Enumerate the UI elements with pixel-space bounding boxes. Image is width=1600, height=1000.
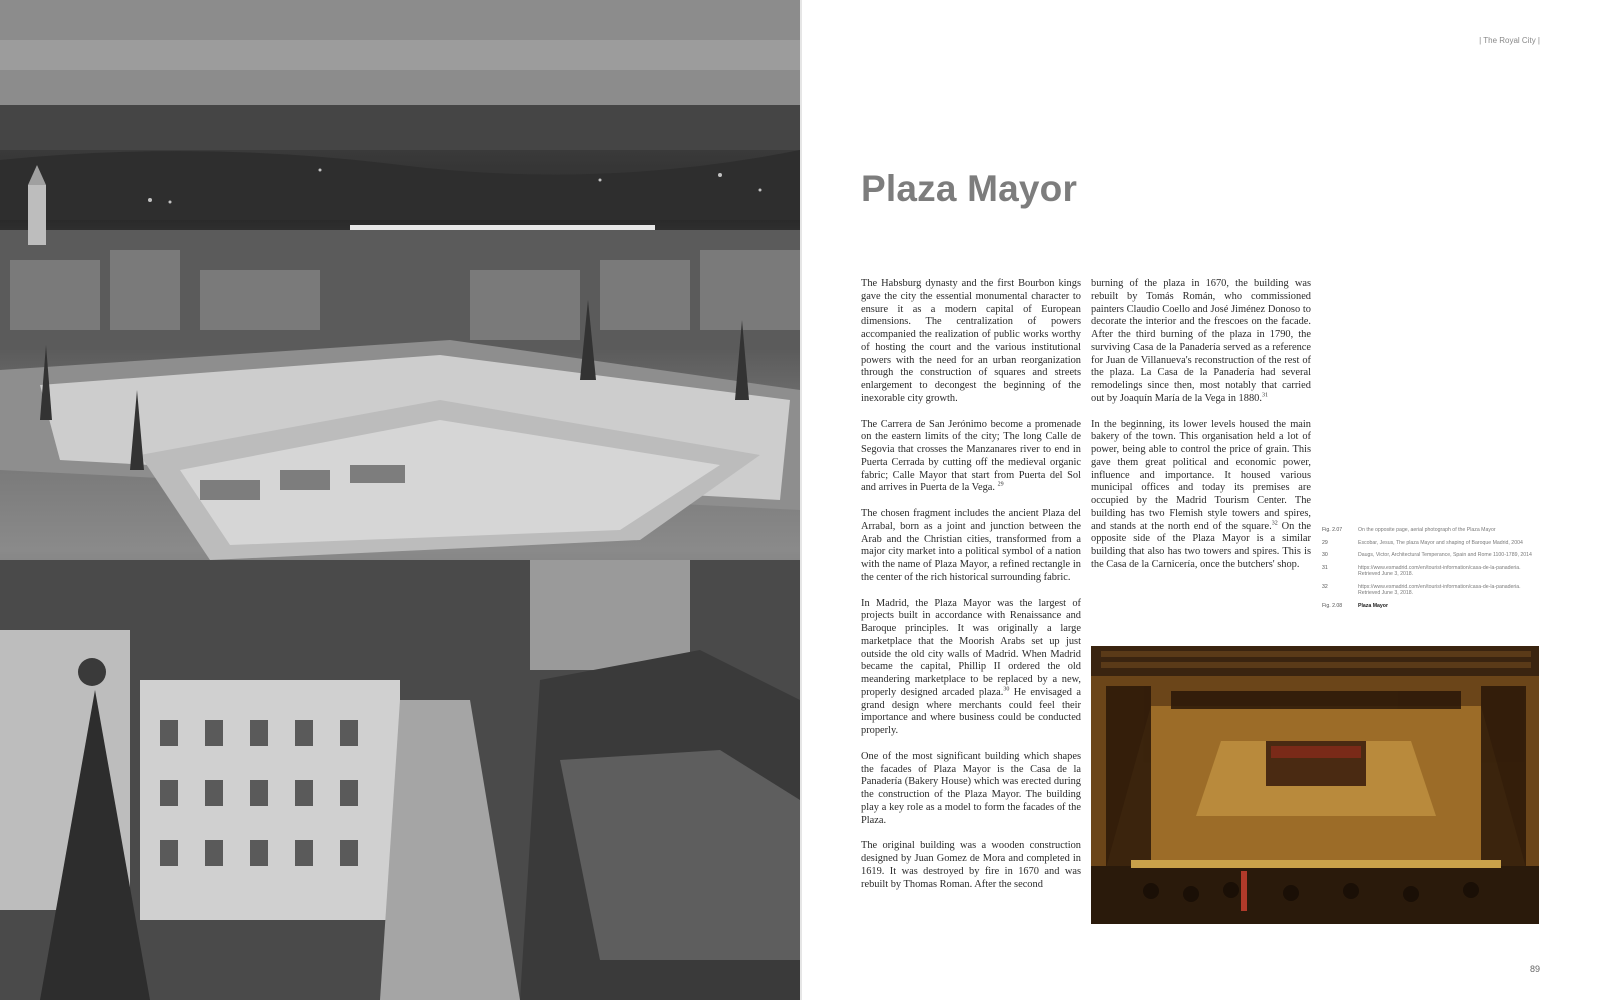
footnote-ref: 30 [1003, 686, 1010, 693]
page-title: Plaza Mayor [861, 168, 1078, 209]
footnote-ref: 31 [1261, 392, 1268, 399]
footnote: Fig. 2.07 On the opposite page, aerial photograph of the Plaza Mayor [1322, 527, 1496, 533]
footnote-ref: 32 [1271, 520, 1278, 527]
plaza-mayor-painting [1091, 646, 1539, 924]
page-number: 89 [1529, 964, 1540, 974]
painting-illustration [1091, 646, 1539, 924]
text-column-1 [861, 278, 1081, 904]
text-column-2 [1091, 278, 1311, 585]
footnote-ref: 29 [997, 481, 1004, 488]
paragraph: burning of the plaza in 1670, the building was rebuilt by Tomás Román, who commissioned painters Claudio Coello and José Jiménez Donoso to decorate the interior and the frescoes on the facade. After the third burning of the plaza in 1790, the surviving Casa de la Panadería served as a reference for Juan de Villanueva's reconstruction of the rest of the plaza. La Casa de la Panadería had several remodelings since then, most notably that carried out by Joaquín María de la Vega in 1880.31 [1091, 278, 1311, 404]
running-header: | The Royal City | [1479, 36, 1540, 45]
paragraph: In the beginning, its lower levels housed the main bakery of the town. This organisation held a lot of power, being able to control the price of grain. This gave them great political and economic power, influence and importance. It housed various municipal offices and today its premises are occupied by the Madrid Tourism Center. The building has two Flemish style towers and spires, and stands at the north end of the square.$^{32}$ On the opposite side of the Plaza Mayor is a similar building that also has two towers and spires. This is the Casa de la Carnicería, once the butchers' shop. [1091, 418, 1311, 570]
paragraph: The Habsburg dynasty and the first Bourbon kings gave the city the essential monumental character to ensure it as a modern capital of European dimensions. The centralization of powers accompanied the realization of public works worthy of hosting the court and the various institutional powers with the need for an urban reorganization through the construction of squares and streets enlargement to decongest the beginning of the inexorable city growth. [861, 278, 1081, 404]
paragraph: One of the most significant building which shapes the facades of Plaza Mayor is the Casa de la Panadería (Bakery House) which was erected during the construction of the Plaza Mayor. The building play a key role as a model to form the facades of the Plaza. [861, 750, 1081, 826]
page-gutter [800, 0, 802, 1000]
footnote: 31 https://www.esmadrid.com/en/tourist-information/casa-de-la-panaderia. Retrieved June 3, 2018. [1322, 564, 1521, 577]
figure-caption: Fig. 2.08 Plaza Mayor [1322, 602, 1388, 609]
footnotes [1322, 527, 1542, 615]
footnote: 32 https://www.esmadrid.com/en/tourist-information/casa-de-la-panaderia. Retrieved June 3, 2018. [1322, 583, 1521, 596]
paragraph: The Carrera de San Jerónimo become a promenade on the eastern limits of the city; The long Calle de Segovia that crosses the Manzanares river to end in Puerta Cerrada by cutting off the medieval organic fabric; Calle Mayor that start from Puerta del Sol and arrives in Puerta de la Vega. $^{29}$ [861, 418, 1081, 494]
footnote: 30 Daugs, Victor, Architectural Temperance, Spain and Rome 1100-1789, 2014 [1322, 552, 1532, 558]
footnote: 29 Escobar, Jesus, The plaza Mayor and shaping of Baroque Madrid, 2004 [1322, 539, 1523, 546]
paragraph: The original building was a wooden construction designed by Juan Gomez de Mora and completed in 1619. It was destroyed by fire in 1670 and was rebuilt by Thomas Roman. After the second [861, 840, 1081, 890]
paragraph: The chosen fragment includes the ancient Plaza del Arrabal, born as a joint and junction between the Arab and the Christian cities, transformed from a major city market into a political symbol of a nation with the name of Plaza Mayor, a refined rectangle in the center of the rich historical surrounding fabric. [861, 508, 1081, 583]
paragraph: In Madrid, the Plaza Mayor was the largest of projects built in accordance with Renaissance and Baroque principles. It was originally a large marketplace that the Moorish Arabs set up just outside the old city walls of Madrid. When Madrid became the capital, Phillip II ordered the old meandering marketplace to be replaced by a new, properly designed arcaded plaza.$^{30}$ He envisaged a grand design where merchants could feel their importance and where business could be conducted properly. [861, 597, 1081, 736]
